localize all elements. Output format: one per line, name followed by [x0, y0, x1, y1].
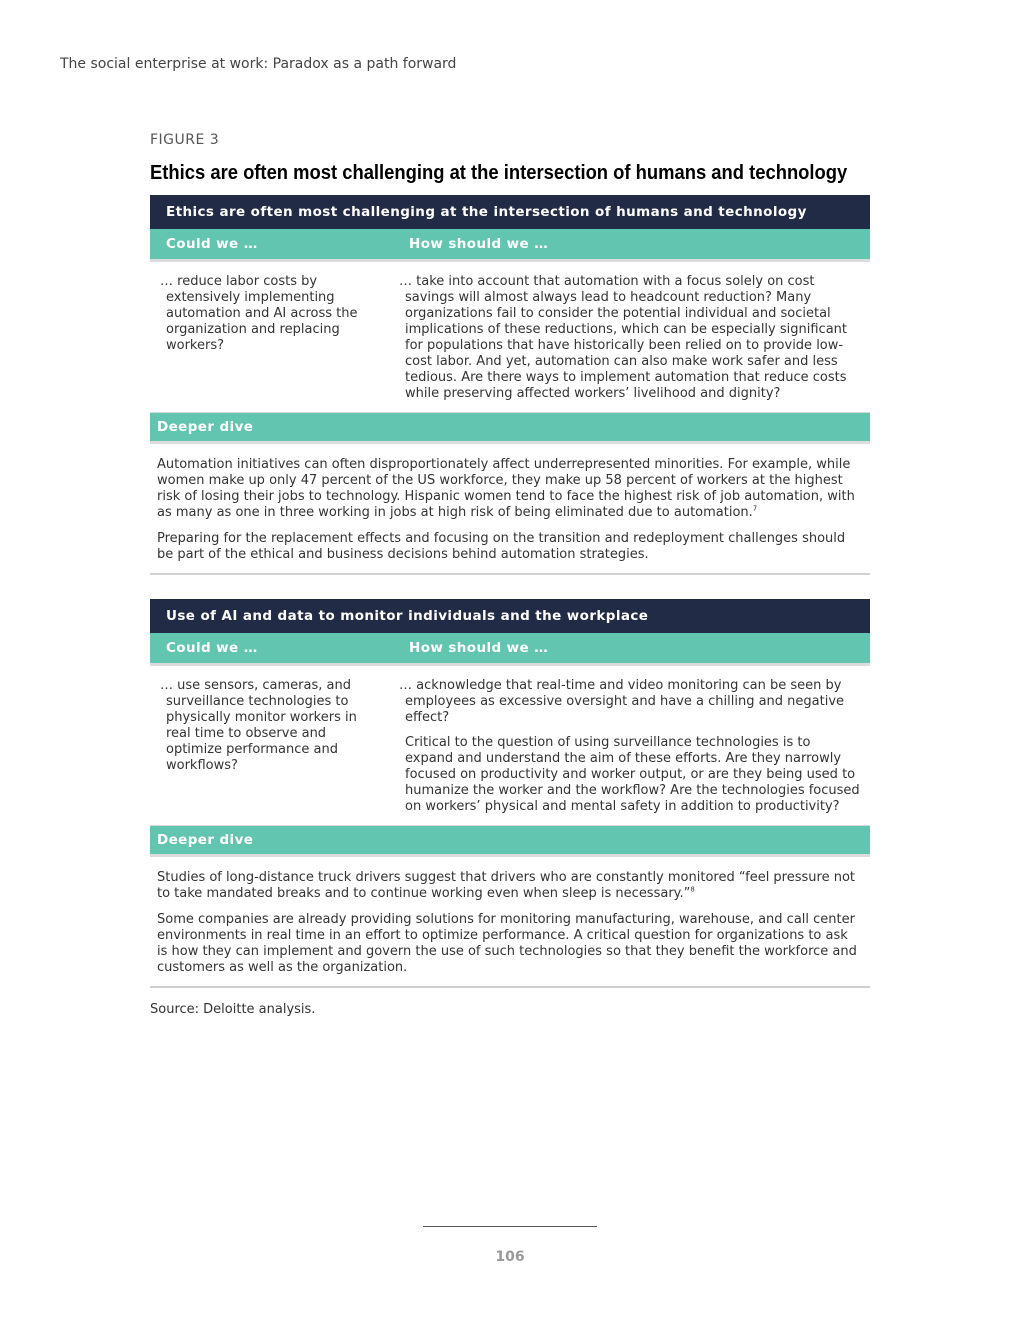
figure-label: FIGURE 3	[150, 132, 220, 148]
could-column-header: Could we …	[166, 640, 258, 656]
column-header-row	[150, 633, 870, 666]
footnote-marker: 8	[690, 885, 695, 894]
running-title: The social enterprise at work: Paradox as a path forward	[60, 56, 457, 72]
should-text: … take into account that automation with a focus solely on cost savings will almost always lead to headcount reduction? Many organizations fail to consider the potential individual and societal implications of these reductions, which can be especially significant for populations that have historically been relied on to provide low-cost labor. And yet, automation can also make work safer and less tedious. Are there ways to implement automation that reduce costs while preserving affected workers’ livelihood and dignity?	[399, 274, 847, 401]
should-cell	[393, 274, 870, 402]
deeper-dive-body	[150, 444, 870, 575]
deeper-dive-paragraph: Some companies are already providing solutions for monitoring manufacturing, warehouse, and call center environments in real time in an effort to optimize performance. A critical question for organizations to ask is how they can implement and govern the use of such technologies so that they benefit the workforce and customers as well as the organization.	[157, 912, 857, 975]
figure-container	[150, 132, 870, 1017]
ethics-section-automation	[150, 195, 870, 575]
source-note: Source: Deloitte analysis.	[150, 1002, 316, 1017]
footnote-marker: 7	[752, 504, 758, 513]
deeper-dive-paragraph: Preparing for the replacement effects and focusing on the transition and redeployment challenges should be part of the ethical and business decisions behind automation strategies.	[157, 531, 846, 562]
footer-divider	[423, 1226, 597, 1227]
figure-title: Ethics are often most challenging at the intersection of humans and technology	[150, 162, 848, 184]
could-text: … use sensors, cameras, and surveillance technologies to physically monitor workers in real time to observe and optimize performance and workflows?	[160, 678, 357, 773]
deeper-dive-paragraph: Studies of long-distance truck drivers suggest that drivers who are constantly monitored “feel pressure not to take mandated breaks and to continue working even when sleep is necessary.”$^8$	[157, 870, 856, 901]
could-cell	[150, 274, 393, 402]
question-row	[150, 262, 870, 413]
should-text: Critical to the question of using surveillance technologies is to expand and understand the aim of these efforts. Are they narrowly focused on productivity and worker output, or are they being used to humanize the worker and the workflow? Are the technologies focused on workers’ physical and mental safety in addition to productivity?	[405, 735, 860, 814]
ethics-section-monitoring	[150, 599, 870, 988]
could-column-header: Could we …	[166, 236, 258, 252]
should-column-header: How should we …	[409, 640, 549, 656]
could-cell	[150, 678, 393, 815]
deeper-dive-body	[150, 857, 870, 988]
deeper-dive-paragraph: Automation initiatives can often disproportionately affect underrepresented minorities. For example, while women make up only 47 percent of the US workforce, they make up 58 percent of workers at the highest risk of losing their jobs to technology. Hispanic women tend to face the highest risk of job automation, with as many as one in three working in jobs at high risk of being eliminated due to automation.$^7$	[157, 457, 855, 520]
section-heading: Ethics are often most challenging at the intersection of humans and technology	[150, 195, 870, 229]
page-number: 106	[495, 1249, 525, 1265]
question-row	[150, 666, 870, 826]
deeper-dive-heading: Deeper dive	[150, 413, 870, 444]
section-heading: Use of AI and data to monitor individuals and the workplace	[150, 599, 870, 633]
should-text: … acknowledge that real-time and video monitoring can be seen by employees as excessive oversight and have a chilling and negative effect?	[399, 678, 845, 725]
could-text: … reduce labor costs by extensively implementing automation and AI across the organization and replacing workers?	[160, 274, 358, 353]
should-cell	[393, 678, 870, 815]
column-header-row	[150, 229, 870, 262]
should-column-header: How should we …	[409, 236, 549, 252]
deeper-dive-heading: Deeper dive	[150, 826, 870, 857]
